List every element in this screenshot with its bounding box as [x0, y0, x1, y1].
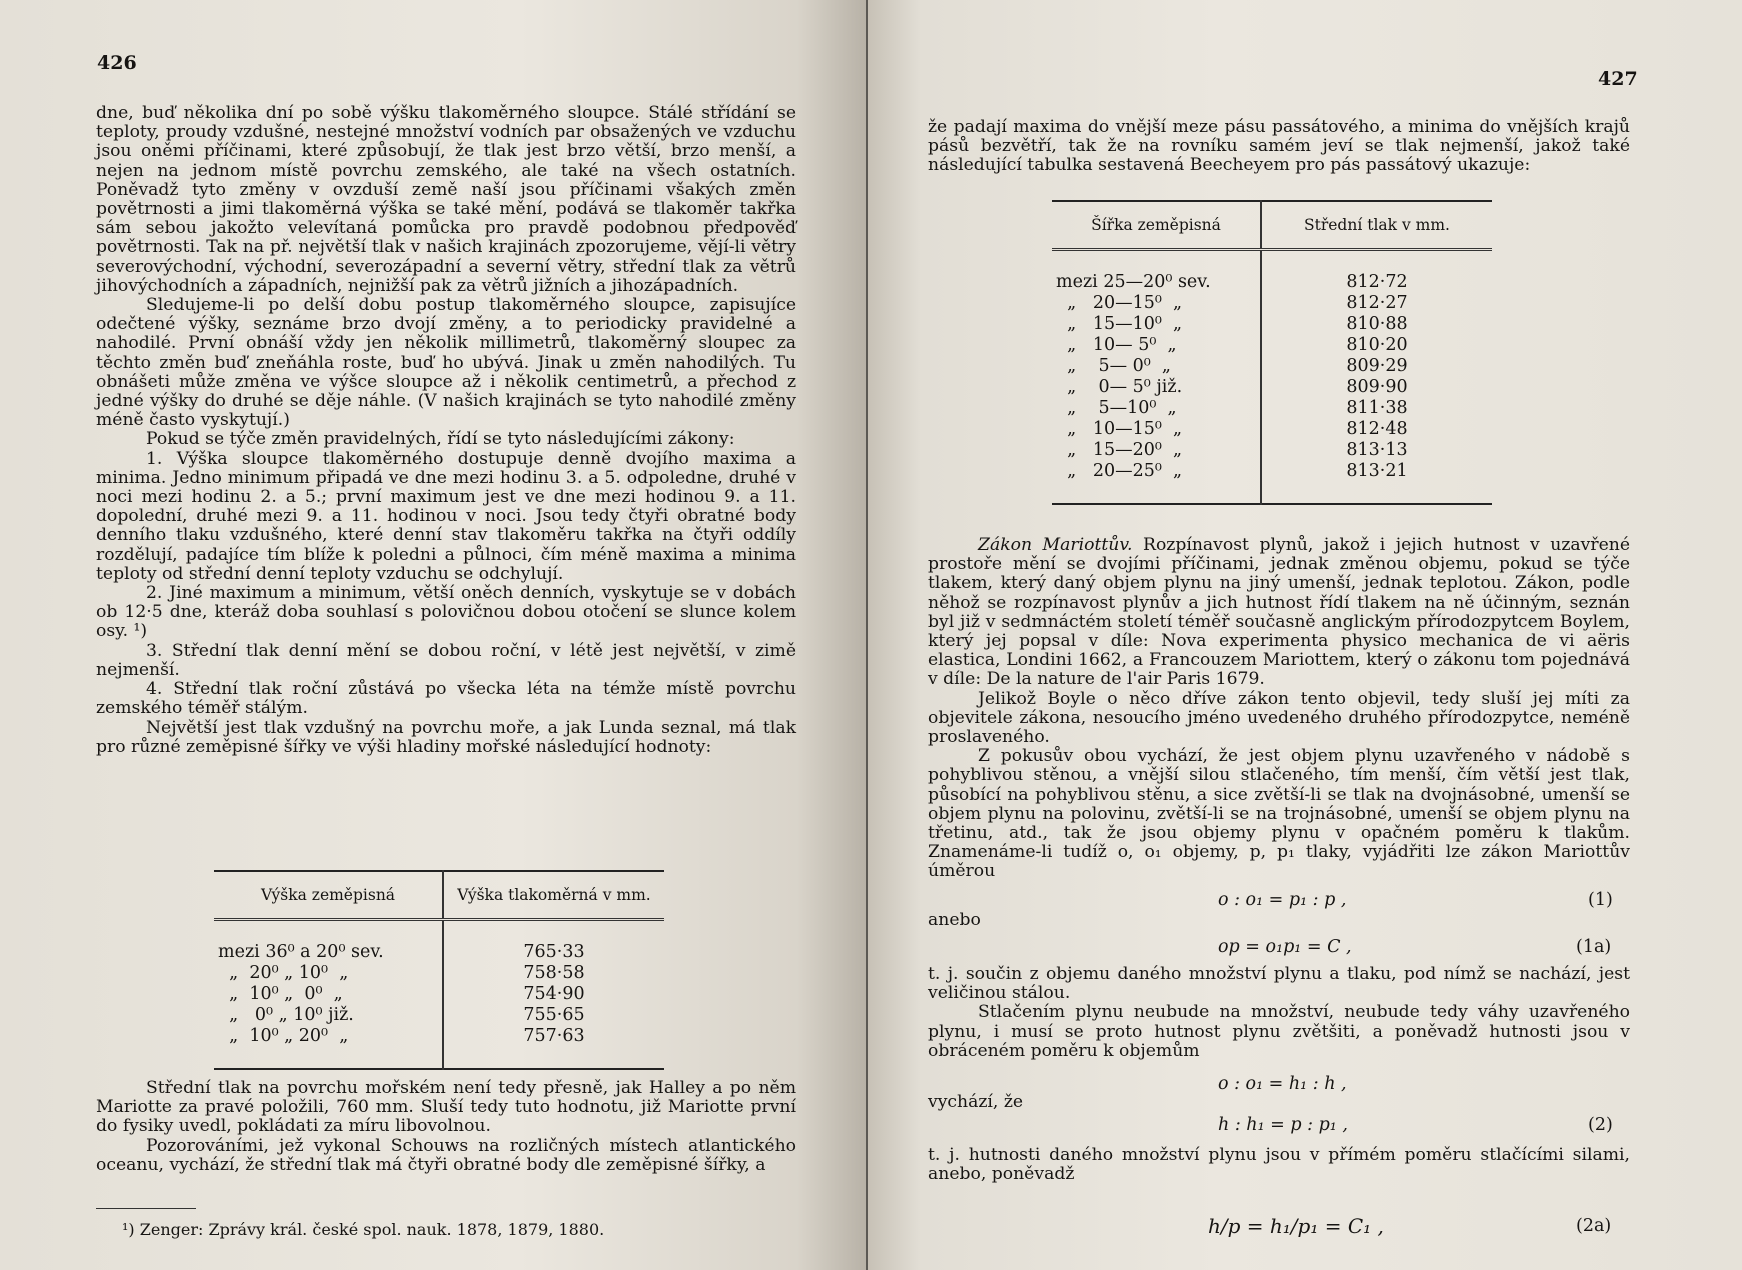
table-row: „ 10— 5⁰ „ 810·20: [1052, 335, 1492, 356]
page-number: 426: [97, 52, 137, 74]
table-row: „ 0⁰ „ 10⁰ již. 755·65: [214, 1005, 664, 1026]
footnote-rule: [96, 1208, 196, 1209]
right-body: [928, 536, 1630, 882]
formula-2: h : h₁ = p : p₁ ,: [1218, 1115, 1348, 1135]
table-row: „ 20—25⁰ „ 813·21: [1052, 461, 1492, 482]
table-row: „ 20⁰ „ 10⁰ „ 758·58: [214, 963, 664, 984]
right-page: [868, 0, 1742, 1270]
paragraph: t. j. součin z objemu daného množství plynu a tlaku, pod nímž se nachází, jest veličinou stálou.: [928, 964, 1630, 1004]
table-header: Šířka zeměpisná: [1052, 201, 1261, 250]
table-row: „ 10⁰ „ 0⁰ „ 754·90: [214, 984, 664, 1005]
paragraph: 1. Výška sloupce tlakoměrného dostupuje denně dvojího maxima a minima. Jedno minimum připadá ve dne mezi hodinu 3. a 5. odpoledne, druhé v noci mezi hodinu 2. a 5.; první maximum jest ve dne mezi hodinou 9. a 11. dopolední, druhé mezi 9. a 11. hodinou v noci. Jsou tedy čtyři obratné body denního tlaku vzdušného, které denní stav tlakoměru takřka na čtyři oddíly rozdělují, padajíce tím blíže k poledni a půlnoci, čím méně maxima a minima teploty od střední denní teploty vzduchu se odchylují.: [96, 448, 796, 584]
formula-number: (2): [1588, 1115, 1613, 1135]
formula-number: (2a): [1576, 1216, 1612, 1236]
paragraph: Největší jest tlak vzdušný na povrchu moře, a jak Lunda seznal, má tlak pro různé zeměpisné šířky ve výši hladiny mořské následující hodnoty:: [96, 717, 796, 757]
formula-2a: h/p = h₁/p₁ = C₁ ,: [1208, 1214, 1384, 1238]
table-row: mezi 25—20⁰ sev. 812·72: [1052, 272, 1492, 293]
formula-number: (1a): [1576, 937, 1612, 957]
paragraph: 3. Střední tlak denní mění se dobou roční, v létě jest největší, v zimě nejmenší.: [96, 640, 796, 680]
paragraph: t. j. hutnosti daného množství plynu jsou v přímém poměru stlačícími silami, anebo, poněvadž: [928, 1145, 1630, 1185]
formula-1: o : o₁ = p₁ : p ,: [1218, 890, 1347, 910]
table-row: „ 0— 5⁰ již. 809·90: [1052, 377, 1492, 398]
table-header: Výška tlakoměrná v mm.: [443, 871, 664, 920]
left-after-table: [96, 1079, 796, 1175]
left-body: [96, 104, 796, 757]
table-header: Střední tlak v mm.: [1261, 201, 1492, 250]
right-body-2: [928, 965, 1630, 1061]
vychazi-label: vychází, že: [928, 1092, 1024, 1112]
table-row: mezi 36⁰ a 20⁰ sev. 765·33: [214, 942, 664, 963]
law-title: Zákon Mariottův.: [978, 535, 1133, 555]
paragraph: Zákon Mariottův. Rozpínavost plynů, jakož i jejich hutnost v uzavřené prostoře mění se dvojími příčinami, jednak změnou objemu, pokud se týče tlakem, který daný objem plynu na jiný umenší, jednak teplotou. Zákon, podle něhož se rozpínavost plynův a jich hutnost řídí tlakem na ně účinným, seznán byl již v sedmnáctém století téměř současně anglickým přírodozpytcem Boylem, který jej popsal v díle: Nova experimenta physico mechanica de vi aëris elastica, Londini 1662, a Francouzem Mariottem, který o zákonu tom pojednává v díle: De la nature de l'air Paris 1679.: [928, 535, 1630, 690]
table-row: „ 10—15⁰ „ 812·48: [1052, 419, 1492, 440]
paragraph: že padají maxima do vnější meze pásu passátového, a minima do vnějších krajů pásů bezvětří, tak že na rovníku samém jeví se tlak nejmenší, jakož také následující tabulka sestavená Beecheyem pro pás passátový ukazuje:: [928, 117, 1630, 176]
pressure-table: [214, 870, 664, 1070]
paragraph: Pozorováními, jež vykonal Schouws na rozličných místech atlantického oceanu, vychází, že střední tlak má čtyři obratné body dle zeměpisné šířky, a: [96, 1135, 796, 1175]
formula-hutnost: o : o₁ = h₁ : h ,: [1218, 1074, 1347, 1094]
paragraph: Pokud se týče změn pravidelných, řídí se tyto následujícími zákony:: [146, 429, 735, 450]
paragraph: 4. Střední tlak roční zůstává po všecka léta na témže místě povrchu zemského téměř stálým.: [96, 679, 796, 719]
paragraph: 2. Jiné maximum a minimum, větší oněch denních, vyskytuje se v dobách ob 12·5 dne, kteráž doba souhlasí s polovičnou dobou otočení se slunce kolem osy. ¹): [96, 583, 796, 642]
table-row: „ 10⁰ „ 20⁰ „ 757·63: [214, 1026, 664, 1047]
right-body-3: [928, 1146, 1630, 1184]
right-intro: [928, 118, 1630, 176]
footnote: ¹) Zenger: Zprávy král. české spol. nauk. 1878, 1879, 1880.: [122, 1220, 605, 1239]
beechey-table: [1052, 200, 1492, 505]
page-number: 427: [1598, 68, 1638, 90]
table-row: „ 5—10⁰ „ 811·38: [1052, 398, 1492, 419]
paragraph: Jelikož Boyle o něco dříve zákon tento objevil, tedy sluší jej míti za objevitele zákona, nesoucího jméno uvedeného druhého přírodozpytce, neméně proslaveného.: [928, 688, 1630, 748]
paragraph: dne, buď několika dní po sobě výšku tlakoměrného sloupce. Stálé střídání se teploty, proudy vzdušné, nestejné množství vodních par obsažených ve vzduchu jsou oněmi příčinami, které způsobují, že tlak jest brzo větší, brzo menší, a nejen na jednom místě povrchu zemského, ale také na všech ostatních. Poněvadž tyto změny v ovzduší země naší jsou příčinami všakých změn povětrnosti a jimi tlakoměrná výška se také mění, podává se tlakoměr takřka sám sebou jakožto velevítaná pomůcka pro pravdě podobnou předpověď povětrnosti. Tak na př. největší tlak v našich krajinách zpozorujeme, vějí-li větry severovýchodní, východní, severozápadní a severní větry, střední tlak za větrů jihovýchodních a západních, nejnižší pak za větrů jižních a jihozápadních.: [96, 103, 796, 296]
paragraph: Sledujeme-li po delší dobu postup tlakoměrného sloupce, zapisujíce odečtené výšky, seznáme brzo dvojí změny, a to periodicky pravidelné a nahodilé. První obnáší vždy jen několik millimetrů, tlakoměrný sloupec za těchto změn buď zneňáhla roste, buď ho ubývá. Jinak u změn nahodilých. Tu obnášeti může změna ve výšce sloupce až i několik centimetrů, a přechod z jedné výšky do druhé se děje náhle. (V našich krajinách se tyto nahodilé změny méně často vyskytují.): [96, 295, 796, 431]
paragraph: Střední tlak na povrchu mořském není tedy přesně, jak Halley a po něm Mariotte za pravé položili, 760 mm. Sluší tedy tuto hodnotu, již Mariotte první do fysiky uvedl, pokládati za míru libovolnou.: [96, 1078, 796, 1137]
anebo-label: anebo: [928, 910, 981, 930]
table-row: „ 15—20⁰ „ 813·13: [1052, 440, 1492, 461]
formula-number: (1): [1588, 890, 1613, 910]
paragraph: Stlačením plynu neubude na množství, neubude tedy váhy uzavřeného plynu, i musí se proto hutnost plynu zvětšiti, a poněvadž hutnosti jsou v obráceném poměru k objemům: [928, 1002, 1630, 1061]
table-row: „ 20—15⁰ „ 812·27: [1052, 293, 1492, 314]
table-row: „ 15—10⁰ „ 810·88: [1052, 314, 1492, 335]
table-header: Výška zeměpisná: [214, 871, 443, 920]
paragraph: Z pokusův obou vychází, že jest objem plynu uzavřeného v nádobě s pohyblivou stěnou, a vnější silou stlačeného, tím menší, čím větší jest tlak, působící na pohyblivou stěnu, a sice zvětší-li se tlak na dvojnásobné, umenší se objem plynu na polovinu, zvětší-li se na trojnásobné, umenší se objem plynu na třetinu, atd., tak že jsou objemy plynu v opačném poměru k tlakům. Znamenáme-li tudíž o, o₁ objemy, p, p₁ tlaky, vyjádřiti lze zákon Mariottův úměrou: [928, 746, 1630, 882]
formula-1a: op = o₁p₁ = C ,: [1218, 937, 1352, 957]
table-row: „ 5— 0⁰ „ 809·29: [1052, 356, 1492, 377]
left-page: [0, 0, 866, 1270]
